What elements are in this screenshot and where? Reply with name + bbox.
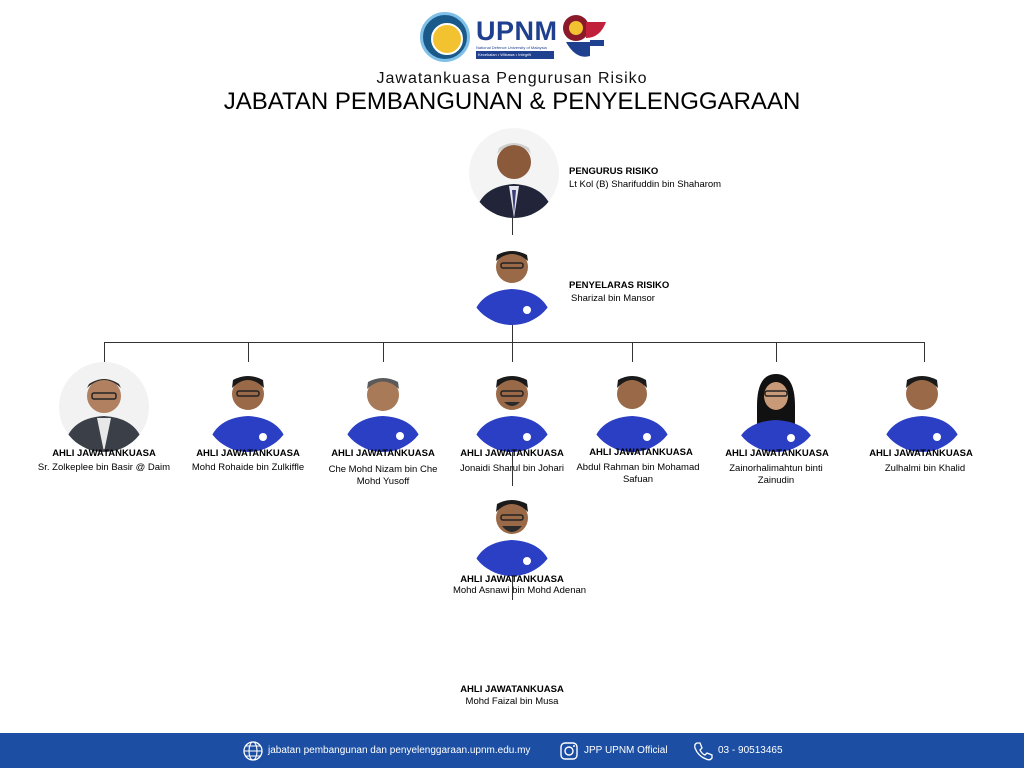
manager-photo — [469, 128, 559, 218]
member-photo — [467, 486, 557, 576]
connector-line — [924, 342, 925, 364]
member-photo — [731, 362, 821, 452]
member-name: Mohd Rohaide bin Zulkiffle — [191, 462, 305, 473]
connector-line — [248, 342, 249, 364]
upnm-mark-icon — [560, 12, 608, 62]
connector-line — [776, 342, 777, 364]
connector-bar — [104, 342, 925, 343]
member-photo — [467, 362, 557, 452]
logo-text: UPNM — [476, 16, 558, 46]
upnm-logo — [420, 12, 610, 66]
member-name: Mohd Asnawi bin Mohd Adenan — [452, 585, 587, 596]
university-seal-icon — [420, 12, 470, 62]
member-name: Che Mohd Nizam bin Che Mohd Yusoff — [328, 464, 438, 487]
member-name: Mohd Faizal bin Musa — [465, 696, 559, 707]
logo-tagline: Kecekalan • Wibawa • Integriti — [476, 51, 554, 59]
member-name: Zulhalmi bin Khalid — [884, 463, 966, 474]
connector-line — [383, 342, 384, 364]
globe-icon — [242, 740, 264, 762]
footer-bar — [0, 733, 1024, 768]
member-name: Abdul Rahman bin Mohamad Safuan — [576, 462, 700, 485]
coordinator-role: PENYELARAS RISIKO — [569, 280, 670, 291]
phone-icon — [692, 740, 714, 762]
coordinator-name: Sharizal bin Mansor — [571, 293, 655, 304]
member-photo — [338, 362, 428, 452]
member-photo — [587, 362, 677, 452]
member-role: AHLI JAWATANKUASA — [331, 448, 435, 459]
member-photo — [203, 362, 293, 452]
page-subtitle: Jawatankuasa Pengurusan Risiko — [376, 70, 648, 87]
member-role: AHLI JAWATANKUASA — [869, 448, 973, 459]
footer-social-text: JPP UPNM Official — [584, 745, 668, 756]
member-photo — [877, 362, 967, 452]
member-name: Sr. Zolkeplee bin Basir @ Daim — [37, 462, 171, 473]
connector-line — [632, 342, 633, 364]
footer-phone-text: 03 - 90513465 — [718, 745, 783, 756]
footer-website[interactable] — [242, 733, 530, 768]
member-role: AHLI JAWATANKUASA — [589, 447, 693, 458]
member-role: AHLI JAWATANKUASA — [460, 684, 564, 695]
instagram-icon — [558, 740, 580, 762]
connector-line — [104, 342, 105, 364]
member-role: AHLI JAWATANKUASA — [196, 448, 300, 459]
manager-role: PENGURUS RISIKO — [569, 166, 659, 177]
member-role: AHLI JAWATANKUASA — [460, 448, 564, 459]
footer-phone[interactable] — [692, 733, 783, 768]
member-photo — [59, 362, 149, 452]
coordinator-photo — [467, 235, 557, 325]
member-role: AHLI JAWATANKUASA — [52, 448, 156, 459]
manager-name: Lt Kol (B) Sharifuddin bin Shaharom — [569, 179, 722, 190]
logo-subtext: National Defence University of Malaysia — [476, 45, 547, 50]
member-name: Jonaidi Sharul bin Johari — [459, 463, 565, 474]
page-title: JABATAN PEMBANGUNAN & PENYELENGGARAAN — [223, 88, 801, 115]
member-role: AHLI JAWATANKUASA — [725, 448, 829, 459]
connector-line — [512, 322, 513, 364]
member-role: AHLI JAWATANKUASA — [460, 574, 564, 585]
footer-website-text: jabatan pembangunan dan penyelenggaraan.upnm.edu.my — [268, 745, 531, 756]
footer-social[interactable] — [558, 733, 668, 768]
member-name: Zainorhalimahtun binti Zainudin — [729, 463, 823, 486]
